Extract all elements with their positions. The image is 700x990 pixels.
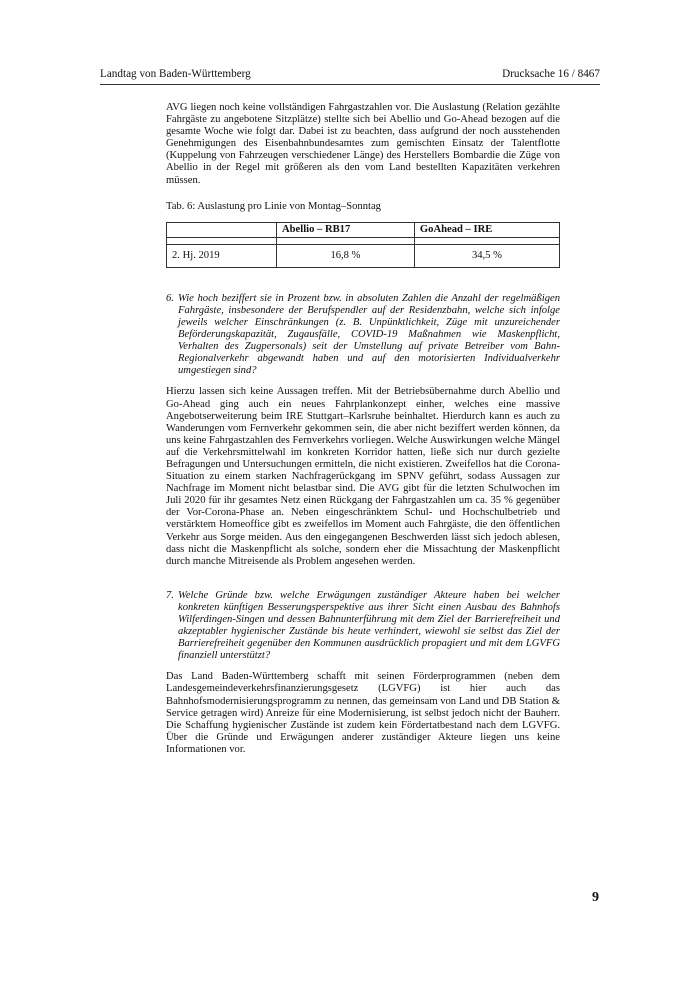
table-cell-goahead: 34,5 % (414, 244, 559, 267)
table-header-goahead: GoAhead – IRE (414, 222, 559, 237)
table-row (167, 244, 560, 267)
intro-paragraph: AVG liegen noch keine vollständigen Fahrgastzahlen vor. Die Auslastung (Relation gezählte Fahrgäste zu angebotene Sitzplätze) stellte sich bei Abellio und Go-Ahead bezogen auf die gesamte Woche wie folgt dar. Dabei ist zu beachten, dass aufgrund der noch ausstehenden Genehmigungen des Eisenbahnbundesamtes zum gemischten Einsatz der Talentflotte (Kuppelung von Fahrzeugen verschiedener Länge) des Herstellers Bombardie die Züge von Abellio in der Regel mit größeren als den vom Land bestellten Kapazitäten verkehren müssen. (166, 102, 560, 186)
page-content (166, 102, 560, 756)
table-cell-abellio: 16,8 % (277, 244, 415, 267)
table-caption: Tab. 6: Auslastung pro Linie von Montag–Sonntag (166, 200, 381, 212)
table-spacer-row (167, 237, 560, 244)
table-cell-period: 2. Hj. 2019 (167, 244, 277, 267)
question-7-number: 7. (166, 589, 174, 601)
table-header-empty (167, 222, 277, 237)
question-7-text: Welche Gründe bzw. welche Erwägungen zuständiger Akteure haben bei welcher konkreten künftigen Besserungsperspektive aus ihrer Sicht einen Ausbau des Bahnhofs Wilferdingen-Singen und dessen Bahnunterführung mit dem Ziel der Barrierefreiheit und akzeptabler hygienischer Zustände bis heute verhindert, wiewohl sie selbst das Ziel der Barrierefreiheit gegenüber den Kommunen ausdrücklich propagiert und mit dem LGVFG finanziell unterstützt? (178, 589, 560, 662)
question-6-number: 6. (166, 292, 174, 304)
answer-6: Hierzu lassen sich keine Aussagen treffen. Mit der Betriebsübernahme durch Abellio und Go-Ahead ging auch ein neues Fahrplankonzept einher, welches eine massive Angebotserweiterung beim IRE Stuttgart–Karlsruhe beinhaltet. Hierdurch kann es auch zu Wanderungen vom Fernverkehr gekommen sein, die aber nicht beziffert werden können, da uns keine Fahrgastzahlen des Fernverkehrs vorliegen. Welche Auswirkungen welche Mängel auf die Verkehrsmittelwahl im konkreten Korridor hatten, ließe sich nur durch gezielte Befragungen und Untersuchungen ermitteln, die nicht existieren. Zweifellos hat die Corona-Situation zu einem starken Nachfragerückgang im SPNV geführt, sodass Aussagen zur Nachfrage im Moment nicht belastbar sind. Die AVG gibt für die letzten Schulwochen im Juli 2020 für ihr gesamtes Netz einen Rückgang der Fahrgastzahlen um ca. 35 % gegenüber der Vor-Corona-Phase an. Neben eingeschränktem Schul- und Hochschulbetrieb und verstärktem Homeoffice gibt es zweifellos im Moment auch Fahrgäste, die den öffentlichen Verkehr aus Sorge meiden. Aus den eingegangenen Beschwerden lässt sich jedoch ablesen, dass nicht die Maskenpflicht als solche, sondern eher die Missachtung der Maskenpflicht durch manche Mitreisende als Problem angesehen werden. (166, 386, 560, 567)
question-6-text: Wie hoch beziffert sie in Prozent bzw. in absoluten Zahlen die Anzahl der regelmäßigen Fahrgäste, insbesondere der Berufspendler auf der Residenzbahn, welche sich infolge jeweils welcher Einschränkungen (z. B. Unpünktlichkeit, Züge mit unzureichender Beförderungskapazität, Zugausfälle, COVID-19 Maßnahmen wie Maskenpflicht, Verhalten des Zugpersonals) seit der Umstellung auf private Betreiber vom Bahn-Regionalverkehr abgewandt haben und auf den motorisierten Individualverkehr umgestiegen sind? (178, 292, 560, 377)
answer-7: Das Land Baden-Württemberg schafft mit seinen Förderprogrammen (neben dem Landesgemeindeverkehrsfinanzierungsgesetz (LGVFG) ist hier auch das Bahnhofsmodernisierungsprogramm zu nennen, das gemeinsam von Land und DB Station & Service getragen wird) Anreize für eine Modernisierung, ist selbst jedoch nicht der Bauherr. Die Schaffung hygienischer Zustände ist zudem kein Fördertatbestand nach dem LGVFG. Über die Gründe und Erwägungen anderer zuständiger Akteure liegen uns keine Informationen vor. (166, 671, 560, 755)
header-parliament: Landtag von Baden-Württemberg (100, 68, 251, 80)
header-document-number: Drucksache 16 / 8467 (502, 68, 600, 80)
table-header-abellio: Abellio – RB17 (277, 222, 415, 237)
page-header (100, 68, 600, 85)
table-header-row (167, 222, 560, 237)
question-7 (166, 590, 560, 663)
page-number: 9 (592, 890, 599, 905)
question-6 (166, 293, 560, 378)
occupancy-table (166, 222, 560, 268)
